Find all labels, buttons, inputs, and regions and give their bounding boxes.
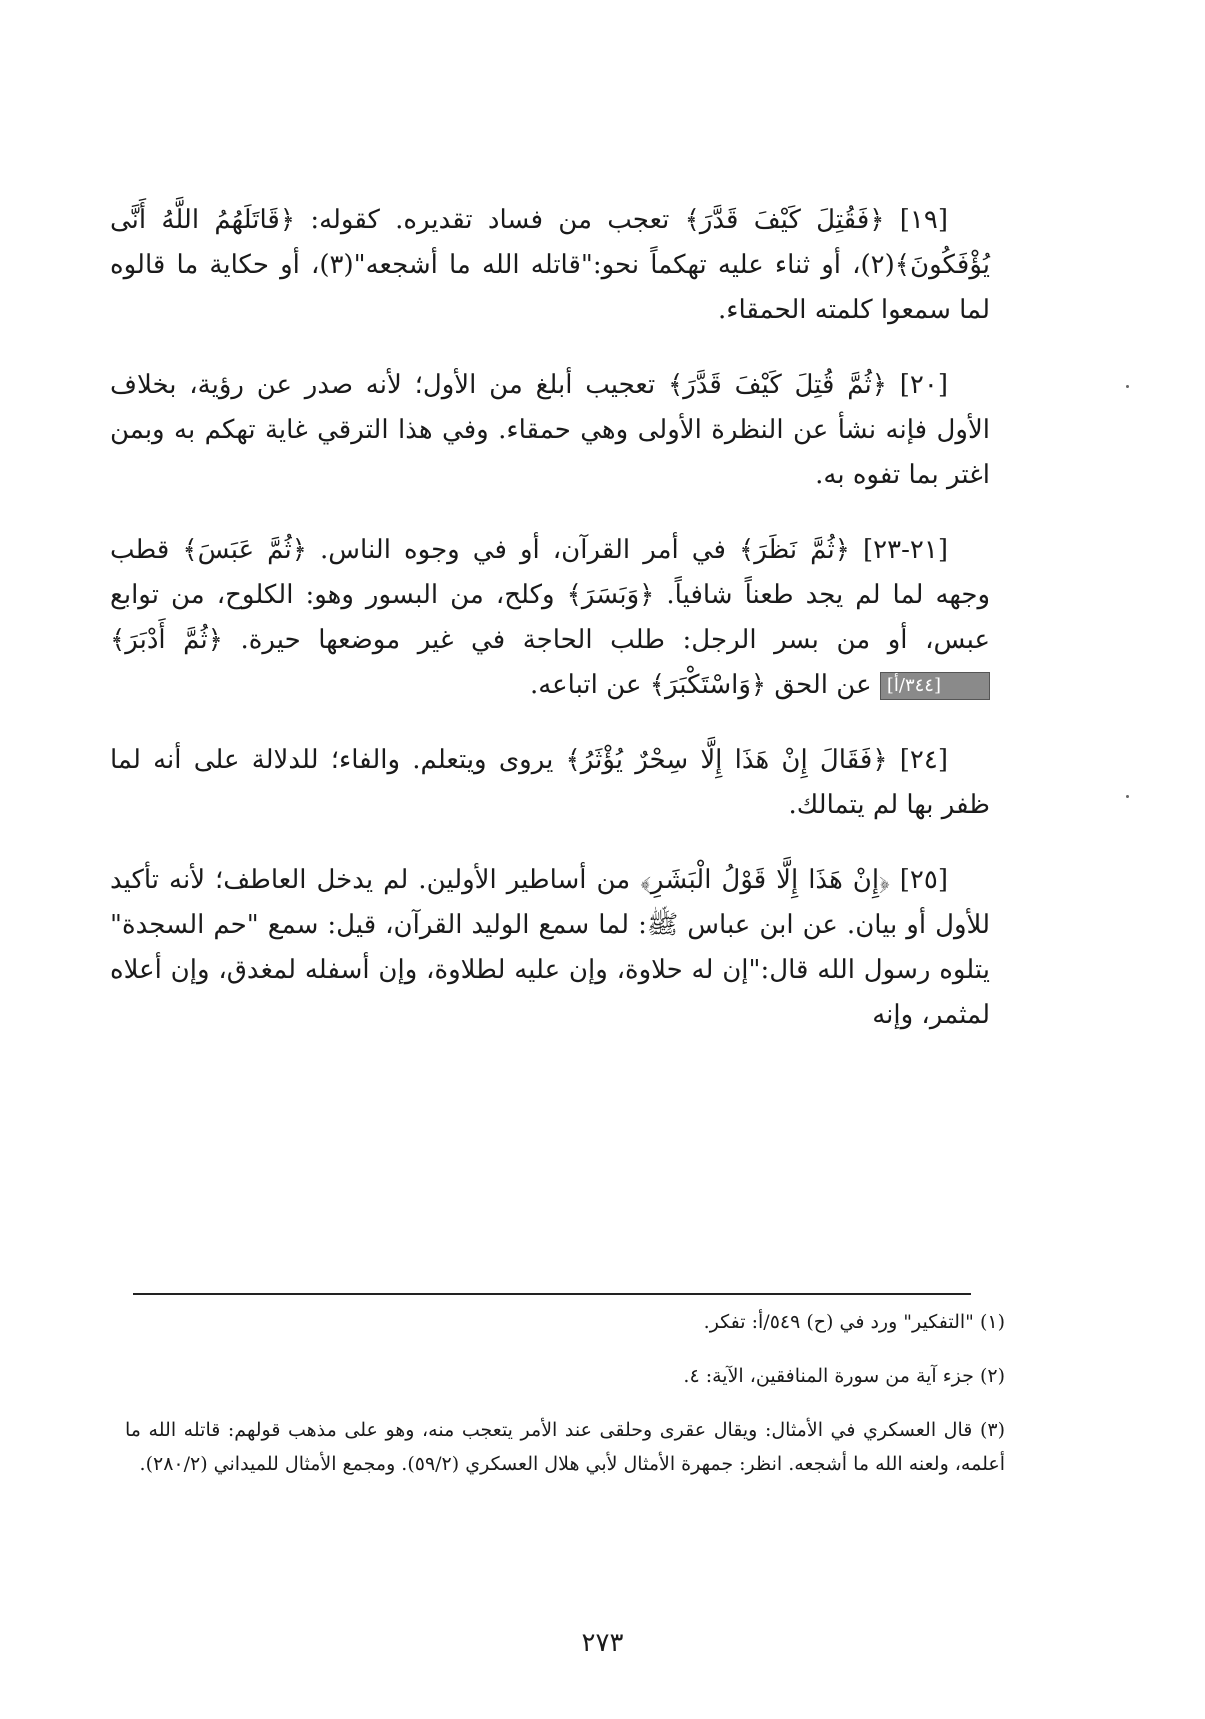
paragraph-verse-20: [٢٠] ﴿ثُمَّ قُتِلَ كَيْفَ قَدَّرَ﴾ تعجيب أبلغ من الأول؛ لأنه صدر عن رؤية، بخلاف الأول فإنه نشأ عن النظرة الأولى وهي حمقاء. وفي هذا الترقي غاية تهكم به وبمن اغتر بما تفوه به. [110,370,990,490]
paragraph-verse-19: [١٩] ﴿فَقُتِلَ كَيْفَ قَدَّرَ﴾ تعجب من فساد تقديره. كقوله: ﴿قَاتَلَهُمُ اللَّهُ أَنَّى يُؤْفَكُونَ﴾(٢)، أو ثناء عليه تهكماً نحو:"قاتله الله ما أشجعه"(٣)، أو حكاية ما قالوه لما سمعوا كلمته الحمقاء. [110,205,990,325]
footnote-2: (٢) جزء آية من سورة المنافقين، الآية: ٤. [683,1365,1005,1387]
page-number: ٢٧٣ [581,1628,624,1658]
scan-speck [1126,385,1129,388]
paragraph-verse-21-23-tail: عن الحق ﴿وَاسْتَكْبَرَ﴾ عن اتباعه. [529,670,872,700]
paragraph-verse-25: [٢٥] ﴿إِنْ هَذَا إِلَّا قَوْلُ الْبَشَرِ﴾ من أساطير الأولين. لم يدخل العاطف؛ لأنه تأكيد للأول أو بيان. عن ابن عباس ﷺ: لما سمع الوليد القرآن، قيل: سمع "حم السجدة" يتلوه رسول الله قال:"إن له حلاوة، وإن عليه لطلاوة، وإن أسفله لمغدق، وإن أعلاه لمثمر، وإنه [110,865,990,1030]
footnote-separator [133,1293,971,1295]
main-text [110,198,990,1068]
scan-speck [1126,795,1129,798]
manuscript-page-reference: [٣٤٤/أ] [880,672,990,700]
paragraph-verse-24: [٢٤] ﴿فَقَالَ إِنْ هَذَا إِلَّا سِحْرٌ يُؤْثَرُ﴾ يروى ويتعلم. والفاء؛ للدلالة على أنه لما ظفر بها لم يتمالك. [110,745,990,820]
footnote-3: (٣) قال العسكري في الأمثال: ويقال عقرى وحلقى عند الأمر يتعجب منه، وهو على مذهب قولهم: قاتله الله ما أعلمه، ولعنه الله ما أشجعه. انظر: جمهرة الأمثال لأبي هلال العسكري (٥٩/٢). ومجمع الأمثال للميداني (٢٨٠/٢). [125,1419,1005,1475]
paragraph-verse-21-23 [110,528,990,708]
footnotes [125,1305,1005,1501]
footnote-1: (١) "التفكير" ورد في (ح) ٥٤٩/أ: تفكر. [703,1311,1005,1333]
paragraph-verse-21-23-text: [٢١-٢٣] ﴿ثُمَّ نَظَرَ﴾ في أمر القرآن، أو في وجوه الناس. ﴿ثُمَّ عَبَسَ﴾ قطب وجهه لما لم يجد طعناً شافياً. ﴿وَبَسَرَ﴾ وكلح، من البسور وهو: الكلوح، من توابع عبس، أو من بسر الرجل: طلب الحاجة في غير موضعها حيرة. ﴿ثُمَّ أَدْبَرَ﴾ [110,535,990,655]
